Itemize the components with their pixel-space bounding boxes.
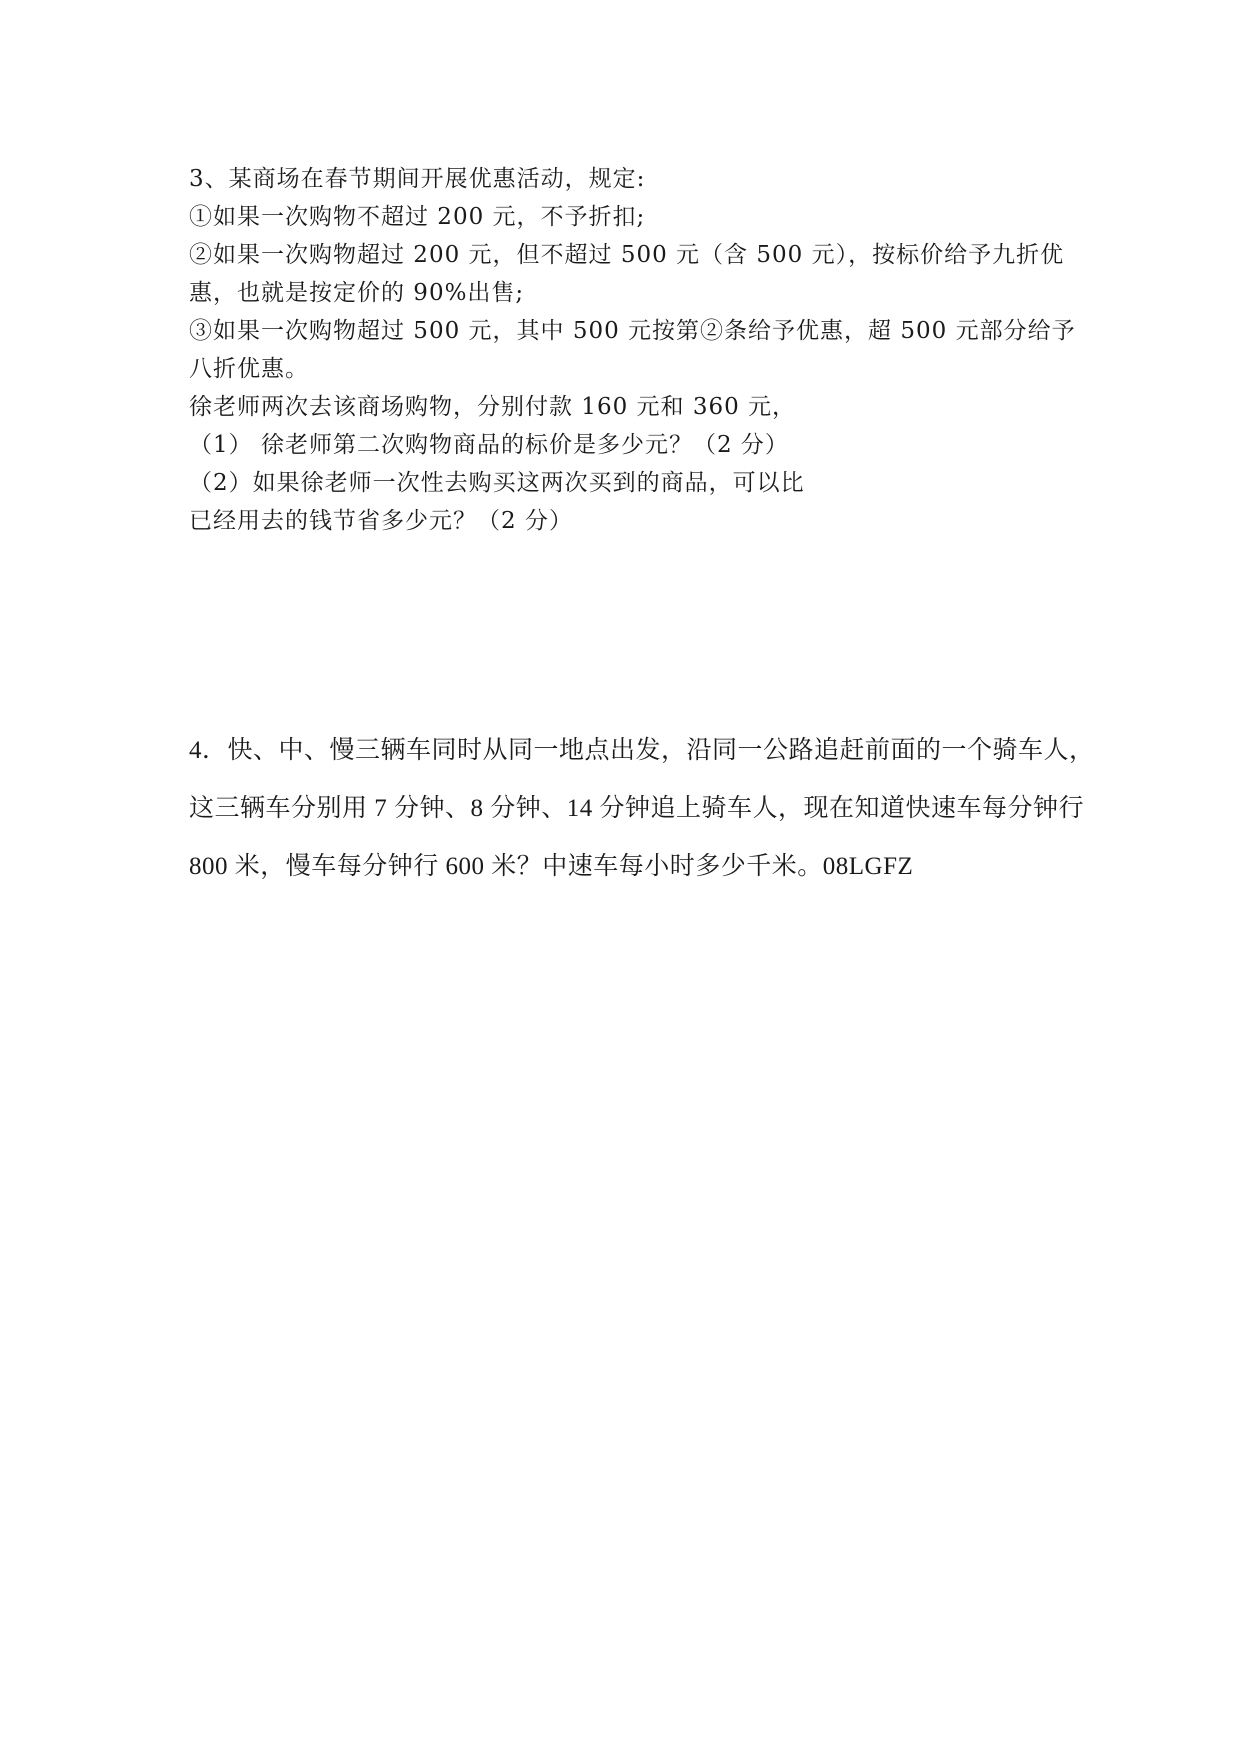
rule-3-part-1: ③如果一次购物超过 500 元，其中 500 元按第②条给予优惠，超 500 元部分给予 bbox=[189, 318, 1076, 344]
question-3 bbox=[189, 160, 1076, 540]
rule-3-part-2: 八折优惠。 bbox=[189, 356, 309, 382]
question-4-line-3: 800 米，慢车每分钟行 600 米？中速车每小时多少千米。08LGFZ bbox=[189, 853, 914, 880]
sub-question-1: （1） 徐老师第二次购物商品的标价是多少元？（2 分） bbox=[189, 432, 789, 458]
question-4 bbox=[189, 722, 1095, 896]
question-4-line-2: 这三辆车分别用 7 分钟、8 分钟、14 分钟追上骑车人，现在知道快速车每分钟行 bbox=[189, 795, 1085, 822]
question-4-line-1: 4．快、中、慢三辆车同时从同一地点出发，沿同一公路追赶前面的一个骑车人， bbox=[189, 737, 1095, 764]
question-3-title: 3、某商场在春节期间开展优惠活动，规定: bbox=[189, 166, 646, 192]
rule-2-part-1: ②如果一次购物超过 200 元，但不超过 500 元（含 500 元），按标价给予九折优 bbox=[189, 242, 1065, 268]
sub-question-2-part-1: （2）如果徐老师一次性去购买这两次买到的商品，可以比 bbox=[189, 470, 805, 496]
question-3-scenario: 徐老师两次去该商场购物，分别付款 160 元和 360 元， bbox=[189, 394, 797, 420]
sub-question-2-part-2: 已经用去的钱节省多少元？（2 分） bbox=[189, 508, 573, 534]
rule-1: ①如果一次购物不超过 200 元，不予折扣; bbox=[189, 204, 646, 230]
rule-2-part-2: 惠，也就是按定价的 90%出售; bbox=[189, 280, 525, 306]
